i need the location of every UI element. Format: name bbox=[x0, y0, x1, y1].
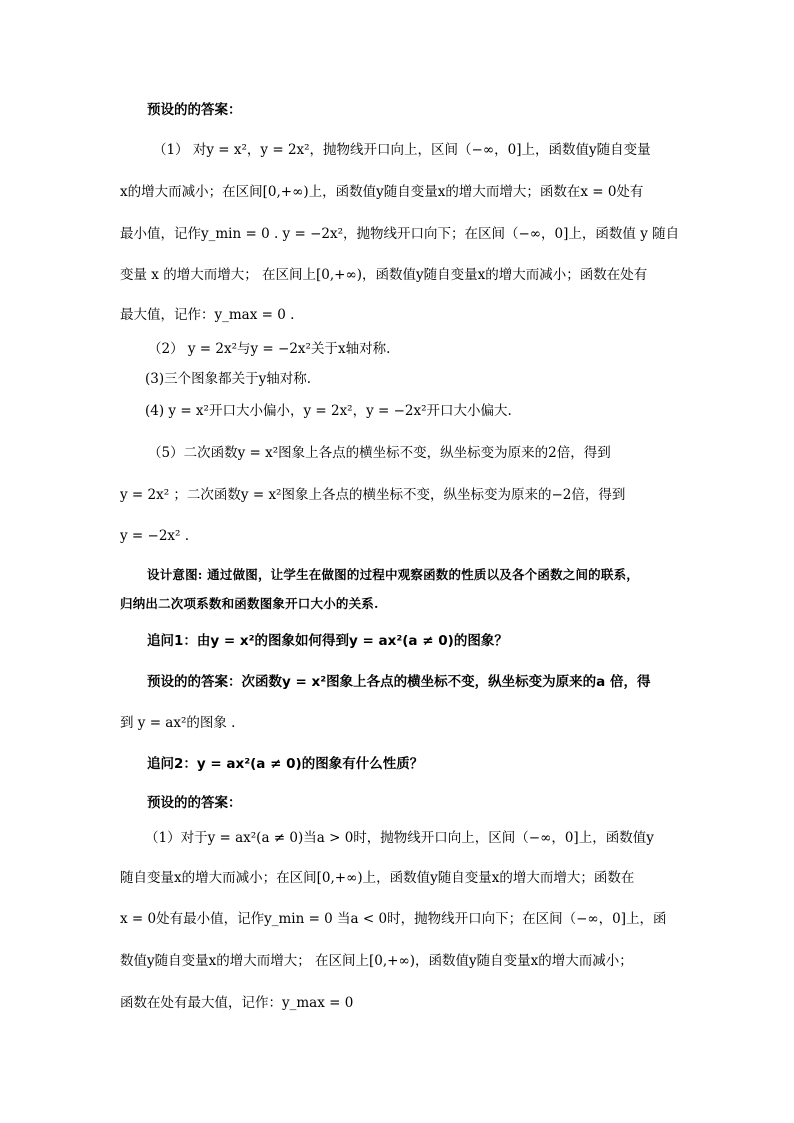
property-answer-line-5: 函数在处有最大值，记作：y_max = 0 bbox=[120, 995, 354, 1011]
answer-item-2: （2） y = 2x²与y = −2x²关于x轴对称. bbox=[148, 341, 391, 357]
design-intent-line-1: 设计意图: 通过做图，让学生在做图的过程中观察函数的性质以及各个函数之间的联系， bbox=[147, 567, 639, 582]
answer-item-5-line-1: （5）二次函数y = x²图象上各点的横坐标不变，纵坐标变为原来的2倍，得到 bbox=[148, 445, 611, 461]
follow-up-question-1: 追问1：由y = x²的图象如何得到y = ax²(a ≠ 0)的图象？ bbox=[147, 633, 508, 649]
answer-item-3: (3)三个图象都关于y轴对称. bbox=[145, 371, 312, 387]
property-answer-line-2: 随自变量x的增大而减小；在区间[0,+∞)上，函数值y随自变量x的增大而增大；函数在 bbox=[120, 870, 635, 886]
answer-item-5-line-2: y = 2x² ；二次函数y = x²图象上各点的横坐标不变，纵坐标变为原来的−2倍，得到 bbox=[120, 487, 626, 503]
property-answer-line-1: （1）对于y = ax²(a ≠ 0)当a > 0时，抛物线开口向上，区间（−∞，0]上，函数值y bbox=[145, 830, 654, 846]
answer-heading-2: 预设的的答案： bbox=[147, 795, 242, 811]
answer-heading-1: 预设的的答案： bbox=[147, 102, 242, 118]
follow-up-answer-1-line-2: 到 y = ax²的图象 . bbox=[120, 715, 236, 731]
answer-item-1-line-1: （1） 对y = x²，y = 2x²，抛物线开口向上，区间（−∞，0]上，函数值y随自变量 bbox=[153, 142, 651, 158]
property-answer-line-4: 数值y随自变量x的增大而增大； 在区间上[0,+∞)，函数值y随自变量x的增大而减小； bbox=[120, 953, 633, 969]
answer-item-1-line-2: x的增大而减小；在区间[0,+∞)上，函数值y随自变量x的增大而增大；函数在x = 0处有 bbox=[120, 184, 644, 200]
follow-up-answer-1-line-1: 预设的的答案：次函数y = x²图象上各点的横坐标不变，纵坐标变为原来的a 倍，得 bbox=[147, 674, 651, 690]
answer-item-1-line-3: 最小值，记作y_min = 0 . y = −2x²，抛物线开口向下；在区间（−∞，0]上，函数值 y 随自 bbox=[120, 226, 680, 242]
answer-item-1-line-4: 变量 x 的增大而增大； 在区间上[0,+∞)，函数值y随自变量x的增大而减小；函数在处有 bbox=[120, 267, 648, 283]
follow-up-question-2: 追问2：y = ax²(a ≠ 0)的图象有什么性质？ bbox=[147, 756, 424, 772]
property-answer-line-3: x = 0处有最小值，记作y_min = 0 当a < 0时，抛物线开口向下；在区间（−∞，0]上，函 bbox=[120, 911, 667, 927]
answer-item-5-line-3: y = −2x² . bbox=[120, 528, 190, 544]
answer-item-1-line-5: 最大值，记作：y_max = 0 . bbox=[120, 307, 295, 323]
answer-item-4: (4) y = x²开口大小偏小，y = 2x²，y = −2x²开口大小偏大. bbox=[145, 403, 512, 419]
design-intent-line-2: 归纳出二次项系数和函数图象开口大小的关系. bbox=[120, 596, 379, 611]
